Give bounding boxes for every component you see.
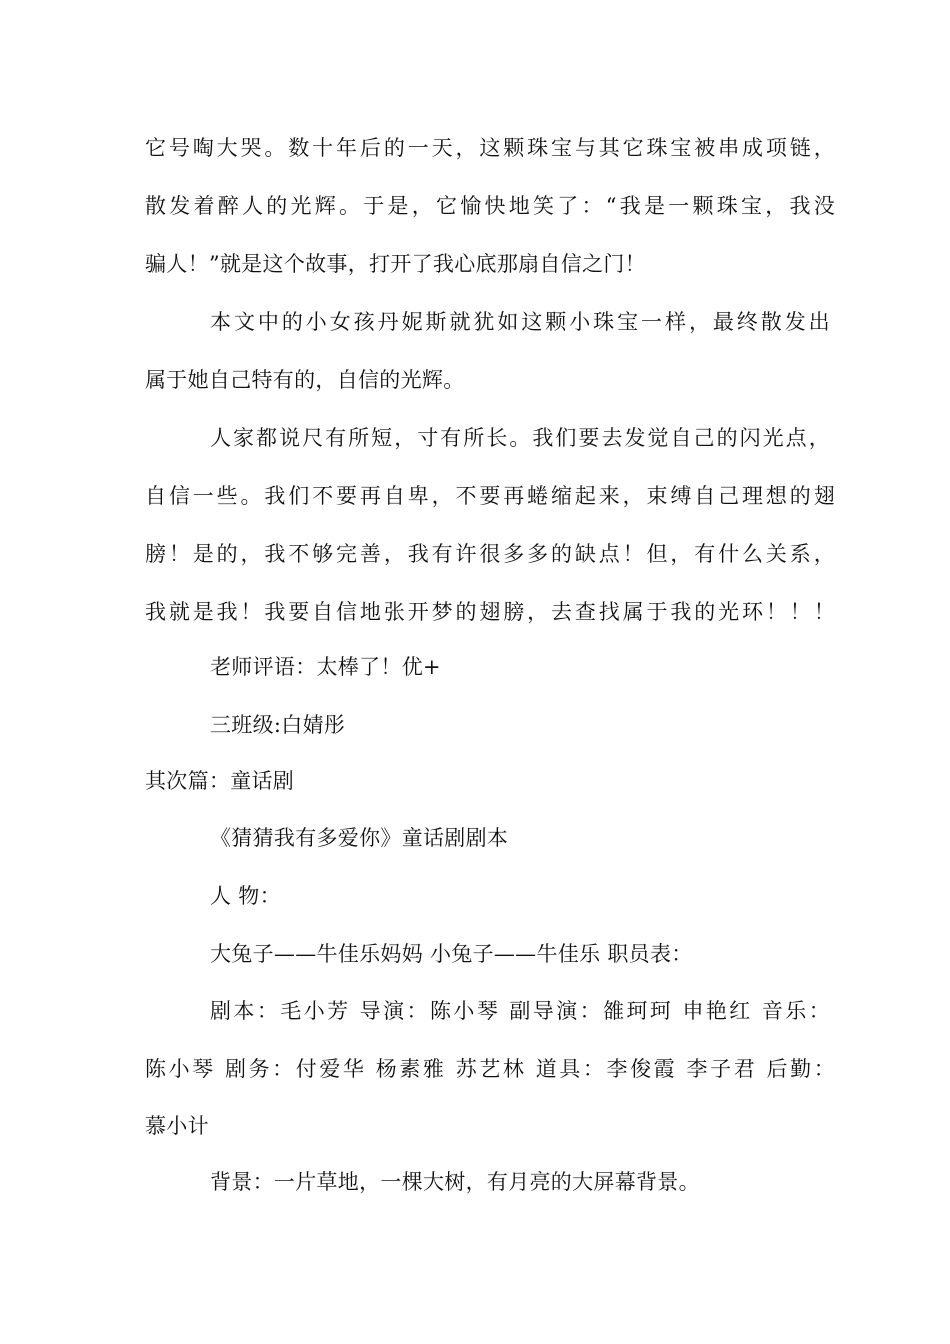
author-line: 三班级:白婧彤 bbox=[210, 713, 346, 737]
script-title: 《猜猜我有多爱你》童话剧剧本 bbox=[210, 826, 509, 850]
paragraph-line: 骗人！”就是这个故事，打开了我心底那扇自信之门！ bbox=[145, 252, 646, 276]
characters-label: 人 物： bbox=[210, 884, 281, 908]
teacher-comment: 老师评语：太棒了！优+ bbox=[210, 655, 441, 679]
staff-line: 陈小琴 剧务：付爱华 杨素雅 苏艺林 道具：李俊霞 李子君 后勤： bbox=[145, 1057, 835, 1081]
cast-line: 大兔子——牛佳乐妈妈 小兔子——牛佳乐 职员表： bbox=[210, 942, 693, 966]
staff-line: 剧本：毛小芳 导演：陈小琴 副导演：雒珂珂 申艳红 音乐： bbox=[210, 999, 830, 1023]
paragraph-line: 本文中的小女孩丹妮斯就犹如这颗小珠宝一样，最终散发出 bbox=[210, 310, 830, 334]
paragraph-line: 自信一些。我们不要再自卑，不要再蜷缩起来，束缚自己理想的翅 bbox=[145, 484, 835, 508]
section-heading: 其次篇：童话剧 bbox=[145, 769, 295, 793]
paragraph-line: 人家都说尺有所短，寸有所长。我们要去发觉自己的闪光点， bbox=[210, 426, 830, 450]
background-line: 背景：一片草地，一棵大树，有月亮的大屏幕背景。 bbox=[210, 1170, 700, 1194]
staff-line: 慕小计 bbox=[145, 1114, 209, 1138]
paragraph-line: 散发着醉人的光辉。于是，它愉快地笑了：“我是一颗珠宝，我没 bbox=[145, 194, 835, 218]
paragraph-line: 它号啕大哭。数十年后的一天，这颗珠宝与其它珠宝被串成项链， bbox=[145, 136, 835, 160]
paragraph-line: 属于她自己特有的，自信的光辉。 bbox=[145, 368, 465, 392]
paragraph-line: 膀！是的，我不够完善，我有许很多多的缺点！但，有什么关系， bbox=[145, 542, 835, 566]
paragraph-line: 我就是我！我要自信地张开梦的翅膀，去查找属于我的光环！！！ bbox=[145, 600, 835, 624]
